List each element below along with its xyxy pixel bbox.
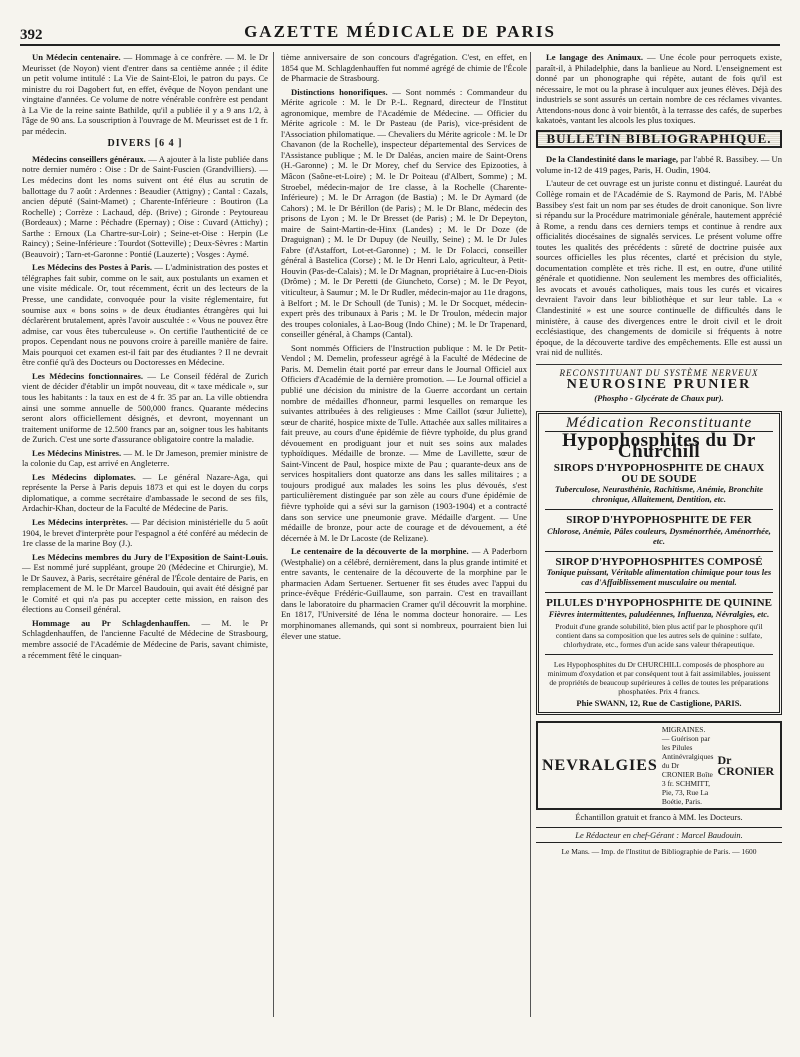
editor-line: Le Rédacteur en chef-Gérant : Marcel Baudouin. <box>536 827 782 844</box>
advert-tagline: Médication Reconstituante <box>545 418 773 432</box>
article-heading: Les Médecins membres du Jury de l'Exposition de Saint-Louis. <box>32 551 268 562</box>
article-instruction-publique: Sont nommés Officiers de l'Instruction publique : M. le Dr Petit-Vendol ; M. Demelin, professeur agrégé à la Faculté de Médecine de Paris. M. Demelin était porté par erreur dans le Journal Officiel aux Officiers d'Académie de la dernière promotion. — Le Journal officiel a publié une décision du ministre de la Guerre accordant un certain nombre de médailles d'honneur, parmi lesquelles on remarque les suivantes attribuées à des religieuses : Mme Caillot (sœur Juliette), sœur de charité, hospice mixte de Tulle. Attachée aux salles militaires a fait preuve, au cours d'une épidémie de fièvre typhoïde, du plus grand dévouement en prodiguant jour et nuit ses soins aux malades typhoïdiques. Médaille de bronze. — Mme de Lavillette, sœur de Saint-Vincent de Paul, hospice mixte de Pau ; quarante-deux ans de services hospitaliers dont quatorze ans dans les salles militaires ; a toujours prodigué aux malades les soins les plus dévoués, s'est particulièrement distinguée par son zèle au cours d'une épidémie de fièvre typhoïde qui a sévi sur la garnison (1903-1904) et a contracté dans son service une pneumonie grave. Médaille d'argent. — Une médaille de bronze, pour acte de courage et de dévouement, a été décernée à M. le Dr Lacoste (de Relizane). <box>281 342 527 543</box>
article-text: — Une école pour perroquets existe, paraît-il, à Philadelphie, dans la banlieue au Nord. L'enseignement est donné par un phonographe qui répète, autant de fois qu'il est nécessaire, le mot ou la phrase à inculquer aux jeunes élèves. Déjà des industriels se sont assurés un certain nombre de ces réclames vivantes. Attendons-nous donc à voir bientôt, à la terrasse des cafés, de superbes kakatoès, vantant les alcools les plus toxiques. <box>536 52 782 126</box>
article-text: — M. le Pr Schlagdenhauffen, de l'ancienne Faculté de Médecine de Strasbourg, membre associé de l'Académie de Médecine de Paris, savant chimiste, a récemment fêté le cinquan- <box>22 617 269 660</box>
bulletin-banner: BULLETIN BIBLIOGRAPHIQUE. <box>536 130 782 149</box>
article-distinctions <box>281 87 527 340</box>
divider <box>545 509 773 510</box>
article-postes <box>22 262 268 367</box>
advert-brand: Dr CRONIER <box>717 753 775 778</box>
article-jury <box>22 552 268 615</box>
advert-tagline: RECONSTITUANT DU SYSTÈME NERVEUX <box>559 367 759 378</box>
advert-address: Phie SWANN, 12, Rue de Castiglione, PARIS. <box>576 697 742 708</box>
article-heading: Les Médecins interprètes. <box>32 516 128 527</box>
article-medecin-centenaire <box>22 52 268 136</box>
article-continuation: tième anniversaire de son concours d'agrégation. C'est, en effet, en 1854 que M. Schlagdenhauffen fut nommé agrégé de chimie de l'École de Pharmacie de Strasbourg. <box>281 52 527 84</box>
product-indications: Fièvres intermittentes, paludéennes, Influenza, Névralgies, etc. <box>548 608 770 619</box>
advert-brand: NEUROSINE PRUNIER <box>566 377 752 393</box>
article-heading: Les Médecins Ministres. <box>32 447 122 458</box>
article-text: — A Paderborn (Westphalie) on a célébré, dernièrement, dans la plus grande intimité et entre savants, le centenaire de la découverte de la morphine par le pharmacien Adam Sertuener. Sertuener fit ses études avec l'appui du prince-évêque Frédéric-Guillaume, son parrain. C'est en travaillant dans le laboratoire du pharmacien Cramer qu'il découvrit la morphine. En 1817, l'Université de Iéna le nomma docteur honoraire. — Les morphinomanes allemands, qui sont si nombreux, pourraient bien lui élever une statue. <box>281 546 527 641</box>
advert-text: MIGRAINES. — Guérison par les Pilules Antinévralgiques du Dr CRONIER Boîte 3 fr. SCHMITT, Pie, 73, Rue La Boétie, Paris. <box>661 725 714 807</box>
section-divers: DIVERS [6 4 ] <box>107 138 183 150</box>
printer-line: Le Mans. — Imp. de l'Institut de Bibliographie de Paris. — 1600 <box>561 847 757 857</box>
product-indications: Tuberculose, Neurasthénie, Rachitisme, Anémie, Bronchite chronique, Allaitement, Dentition, etc. <box>554 484 764 505</box>
column-divider <box>530 52 531 1017</box>
article-hommage <box>22 618 268 660</box>
journal-title: GAZETTE MÉDICALE DE PARIS <box>244 22 556 41</box>
article-heading: Le langage des Animaux. <box>546 52 644 62</box>
advert-subtitle: (Phospho - Glycérate de Chaux pur). <box>594 392 724 403</box>
article-heading: Médecins conseillers généraux. <box>32 153 146 164</box>
divider <box>545 592 773 593</box>
column-2 <box>281 52 527 644</box>
book-review-title <box>536 154 782 175</box>
product-indications: Chlorose, Anémie, Pâles couleurs, Dysménorrhée, Aménorrhée, etc. <box>547 525 771 546</box>
advert-fineprint: Produit d'une grande solubilité, bien plus actif par le phosphore qu'il contient dans sa composition que les autres sels de quinine : sulfate, chlorhydrate, etc., formes d'un acide sans valeur thérapeutique. <box>555 621 763 649</box>
advert-neurosine <box>536 364 782 404</box>
article-text: — Le Conseil fédéral de Zurich vient de décider d'établir un impôt nouveau, dit « taxe médicale », sur tous les habitants : la taux en est de 4 fr. 35 par an. La ville obtiendra ainsi une somme annuelle de 500,000 francs. Quarante médecins seront alors officiellement désignés, et devront, moyennant un traitement uniforme de 12.500 francs par an, soigner tous les habitants de Zurich. C'est une sorte d'assurance obligatoire contre la maladie. <box>22 370 268 445</box>
article-heading: Distinctions honorifiques. <box>291 86 388 97</box>
book-review-body: L'auteur de cet ouvrage est un juriste connu et distingué. Lauréat du Collège romain et de l'Académie de S. Raymond de Paris, M. l'Abbé Bassibey s'est fait un nom par ses études de droit canonique. Son livre si répandu sur la Procédure matrimoniale générale, hautement apprécié à Rome, a rendu dans ces derniers temps et continue à rendre aux officialités diocésaines de signalés services. Le présent volume offre toutes les qualités des précédents : sûreté de doctrine puisée aux sources officielles les plus récentes, clarté et précision du style, documentation complète et très riche. Il est, en outre, d'une utilité générale et quotidienne. Non seulement les membres des officialités, les avocats et avoués catholiques, mais tous les curés et vicaires devraient l'avoir dans leur bibliothèque et sur leur table. La « Clandestinité » est une source continuelle de difficultés dans le ministère, à cause des divergences entre le droit civil et le droit ecclésiastique, des changements de domicile si fréquents à notre époque, de la découverte tardive des empêchements. Elle est aussi un vrai nid de nullités. <box>536 178 782 358</box>
advert-churchill <box>536 411 782 715</box>
article-heading: De la Clandestinité dans le mariage, <box>546 154 679 165</box>
product-heading: PILULES D'HYPOPHOSPHITE DE QUININE <box>546 597 772 610</box>
article-heading: Les Médecins des Postes à Paris. <box>32 262 152 273</box>
product-heading: SIROPS D'HYPOPHOSPHITE DE CHAUX OU DE SOUDE <box>553 462 765 485</box>
article-heading: Un Médecin centenaire. <box>32 52 121 62</box>
advert-brand: Hypophosphites du Dr Churchill <box>562 429 756 462</box>
article-langage-animaux <box>536 52 782 126</box>
advert-cronier <box>536 721 782 810</box>
article-ministres <box>22 448 268 469</box>
article-heading: Les Médecins diplomates. <box>32 471 136 482</box>
article-text: — Est nommé juré suppléant, groupe 20 (Médecine et Chirurgie), M. le Dr Sauvez, à Paris, secrétaire général de l'École dentaire de Paris, en remplacement de M. le Dr Marcel Baudouin, qui avait été désigné par le Comité et qui n'a pas pu accepter cette mission, en raison des élections au Conseil général. <box>22 562 268 615</box>
advert-fineprint: Les Hypophosphites du Dr CHURCHILL composés de phosphore au minimum d'oxydation et par conséquent tout à fait assimilables, jouissent de propriétés de beaucoup supérieures à celles de toutes les préparations phosphatées. Prix 4 francs. <box>547 659 771 696</box>
advert-sample-note: Échantillon gratuit et franco à MM. les Docteurs. <box>575 812 743 823</box>
page-header <box>20 22 780 46</box>
article-heading: Les Médecins fonctionnaires. <box>32 370 143 381</box>
article-text: — Le général Nazare-Aga, qui représente la Perse à Paris depuis 1873 et qui est le doyen du corps diplomatique, a comme secrétaire d'ambassade le second de ses fils, Ardachir-Khan, docteur de la Faculté de Médecine de Paris. <box>22 471 268 514</box>
article-fonctionnaires <box>22 371 268 445</box>
article-text: — L'administration des postes et télégraphes fait subir, comme on le sait, aux postulants un examen et une visite médicale. Or, tout récemment, écrit un des lecteurs de la Presse, une candidate, convoquée pour la visite réglementaire, fut soumise aux « bons soins » de deux étudiantes étrangères qui lui déclarèrent brutalement, après l'avoir auscultée : « Vous ne pouvez être admise, car vous êtes tuberculeuse ». On certifie l'authenticité de ce propos. Cependant nous ne pouvons croire à pareille manière de faire. Mais pourquoi cet examen est-il fait par des étudiantes ? Il ne devrait être confié qu'à des Docteurs ou Doctoresses en Médecine. <box>22 262 268 368</box>
column-1 <box>22 52 268 663</box>
column-divider <box>273 52 274 1017</box>
article-text: — Sont nommés : Commandeur du Mérite agricole : M. le Dr P.-L. Regnard, directeur de l'Institut agronomique, membre de l'Académie de Médecine. — Officier du Mérite agricole : M. le Dr Pasteau (de Paris), vice-président de l'Association philomatique. — Chevaliers du Mérite agricole : M. le Dr Chavanon (de la Rochelle), inspecteur départemental des Services de l'Assistance publique ; M. le Dr Daléas, ancien maire de Saint-Orens (H.-Garonne) ; M. le Dr Morey, chef du Service des Epizooties, à Mâcon (Saône-et-Loire) ; M. le Dr Poiteau (d'Albert, Somme) ; M. Stroebel, médecin-major de 1re classe, à la Rochelle (Charente-Inférieure) ; M. le Dr Arragon (de Bastia) ; M. le Dr Aymard (de Cahors) ; M. le Dr Bérillon (de Paris) ; M. le Dr Blanc, médecin des prisons de Lyon ; M. le Dr Bresset (de Paris) ; M. le Dr Depeyton, maire de Saint-Martin-de-Hinx (Landes) ; M. le Dr Doze (de Draguignan) ; M. le Dr Dupuy (de Neuilly, Seine) ; M. le Dr Jules Fabre (d'Astaffort, Lot-et-Garonne) ; M. le Dr Folacci, conseiller général à Bastelica (Corse) ; M. le Dr Henri Lalo, agriculteur, à Petit-Houvin (Pas-de-Calais) ; M. le Dr Magnan, propriétaire à Luc-en-Diois (Drôme) ; M. le Dr Peretti (de Giuncheto, Corse) ; M. le Dr Peyot, viticulteur, à Saumur ; M. le Dr Rudler, médecin-major au 11e dragons, à Belfort ; M. le Dr Schoull (de Tunis) ; M. le Dr Socquet, médecin-expert près des tribunaux à Paris ; M. le Dr Troulon, médecin major des troupes coloniales, à Lao-Boug (Indo Chine) ; M. le Dr Trapenard, conseiller général, à Champs (Cantal). <box>281 86 527 340</box>
article-interpretes <box>22 517 268 549</box>
article-diplomates <box>22 472 268 514</box>
article-conseillers <box>22 154 268 259</box>
article-text: — Par décision ministérielle du 5 août 1904, le brevet d'interprète pour l'espagnol a été conféré au médecin de 1re classe de la marine Boy (J.). <box>22 516 268 549</box>
article-heading: Hommage au Pr Schlagdenhauffen. <box>32 617 191 628</box>
column-3 <box>536 52 782 858</box>
article-text: par l'abbé R. Bassibey. — Un volume in-12 de 419 pages, Paris, H. Oudin, 1904. <box>536 154 782 175</box>
page-number: 392 <box>20 27 43 43</box>
product-heading: SIROP D'HYPOPHOSPHITES COMPOSÉ <box>555 555 763 568</box>
product-indications: Tonique puissant, Véritable alimentation chimique pour tous les cas d'Affaiblissement musculaire ou mental. <box>546 567 772 588</box>
article-text: — Hommage à ce confrère. — M. le Dr Meurisset (de Noyon) vient d'entrer dans sa centième année ; il édite un petit volume intitulé : La Vie de Saint-Eloi, le patron du pays. Ce ministre du roi Dagobert fut, en effet, évêque de Noyon pendant une vingtaine d'années. Ce volume de notre vénérable confrère est pendant à La Vie de la reine sainte Bathilde, qu'il a publiée il y a 9 ans 1/2, à l'âge de 90 ans. La souscription à l'ouvrage de M. Meurisset est de 1 fr. par médecin. <box>22 52 268 136</box>
article-text: — A ajouter à la liste publiée dans notre dernier numéro : Oise : Dr de Saint-Fuscien (Grandvilliers). — Les médecins dont les noms suivent ont été élus au scrutin de ballottage du 7 août : Ardennes : Beaudier (Attigny) ; Cantal : Cazals, ancien député (Saint-Mamet) ; Charente-Inférieure : Boutiron (La Rochelle) ; Corrèze : Lachaud, dép. (Brive) ; Gironde : Peytoureau (Bordeaux) ; Marne : Péchadre (Epernay) ; Oise : Cuvard (Attichy) ; Sarthe : Ernoux (La Chartre-sur-Loir) ; Seine-et-Oise : Herpin (Le Raincy) ; Seine-Inférieure : Tourdot (Sotteville) ; Deux-Sèvres : Martin (Beauvoir) ; Tarn-et-Garonne : Pontié (Lauzerte) ; Vosges : Aymé. <box>22 153 268 259</box>
divider <box>545 654 773 655</box>
article-heading: Le centenaire de la découverte de la morphine. <box>291 546 469 557</box>
article-morphine <box>281 546 527 641</box>
product-heading: SIROP D'HYPOPHOSPHITE DE FER <box>566 514 752 527</box>
advert-brand: NEVRALGIES <box>542 756 658 774</box>
divider <box>545 551 773 552</box>
article-text: — M. le Dr Jameson, premier ministre de la colonie du Cap, est arrivé en Angleterre. <box>22 447 268 469</box>
